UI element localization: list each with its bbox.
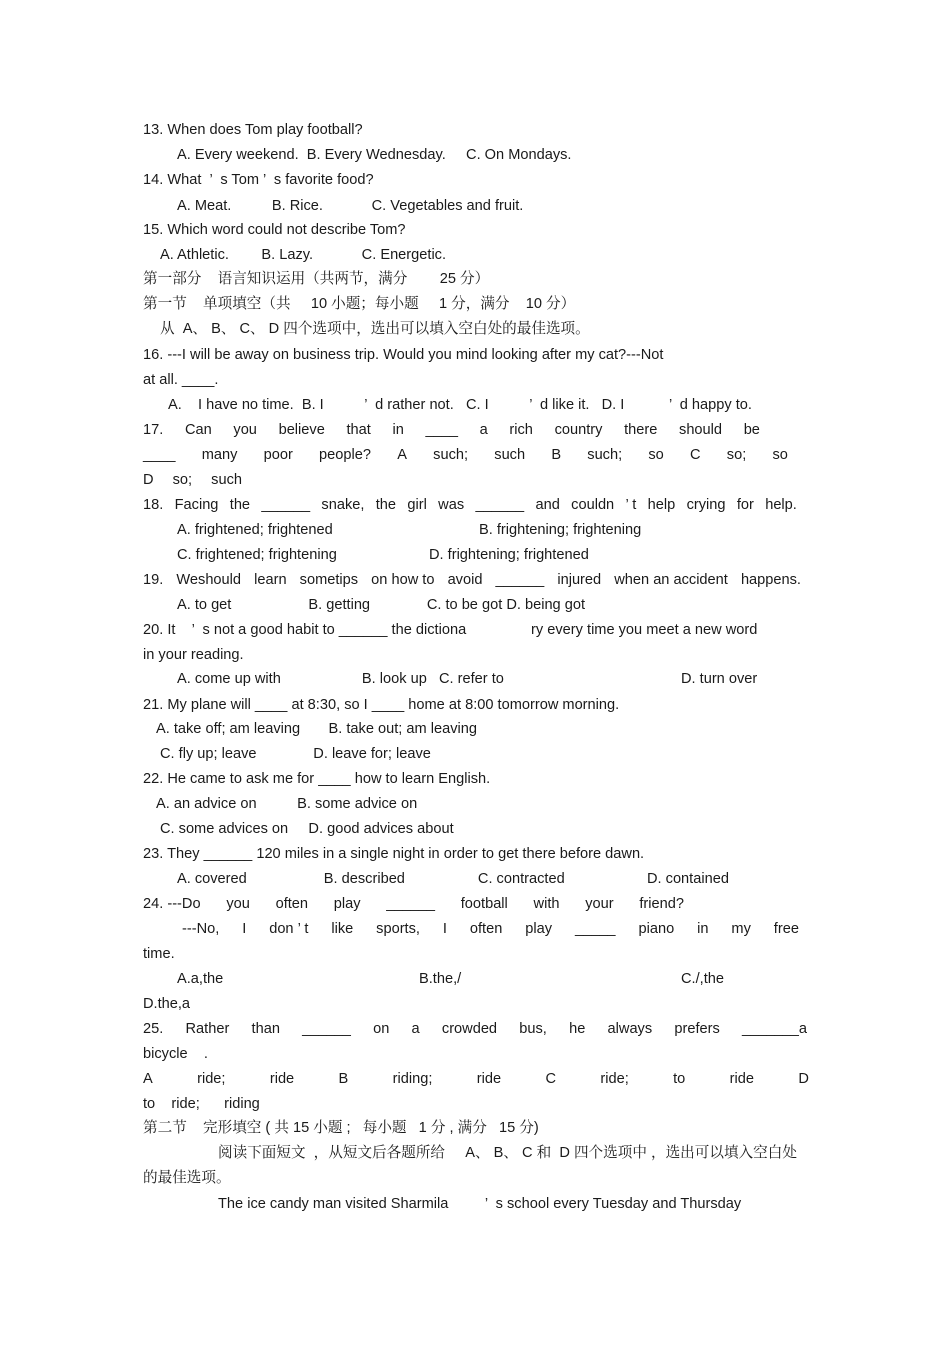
word: learn [254,572,287,588]
question-21-options-1: A. take off; am leaving B. take out; am leaving [156,721,477,737]
word: in [697,921,709,937]
question-24-line-1 [143,895,684,913]
section-1-title: 第一节 单项填空（共 10 小题；每小题 1 分，满分 10 分） [143,296,576,312]
word: so; [726,447,747,463]
word: people? [319,447,371,463]
question-25-options-2: to ride; riding [143,1096,260,1112]
word: riding; [392,1071,433,1087]
word: help [647,497,676,513]
word: the [229,497,251,513]
word: _______a [742,1021,807,1037]
word: be [743,422,760,438]
word: ride [729,1071,754,1087]
word: ____ [143,447,176,463]
word: a [411,1021,420,1037]
word: football [460,896,508,912]
word: than [251,1021,280,1037]
question-15-options: A. Athletic. B. Lazy. C. Energetic. [160,247,447,263]
word: believe [278,422,325,438]
question-13: 13. When does Tom play football? [143,122,363,138]
word: Facing [174,497,219,513]
word: in [392,422,404,438]
word: such; [433,447,469,463]
word: so; [172,472,193,488]
word: happens. [740,572,801,588]
word: such [494,447,526,463]
question-20-options: A. come up with B. look up C. refer to [177,671,504,687]
word: prefers [674,1021,720,1037]
word: couldn [571,497,615,513]
word: don ’ t [269,921,309,937]
word: ______ [386,896,435,912]
word: help. [765,497,797,513]
word: I [242,921,247,937]
word: ride; [600,1071,629,1087]
word: ______ [475,497,525,513]
word: on how to [371,572,435,588]
word: your [585,896,614,912]
word: such [211,472,242,488]
word: so [772,447,788,463]
word: that [346,422,371,438]
word: on [373,1021,390,1037]
question-23-options: A. covered B. described C. contracted [177,871,565,887]
word: ride [269,1071,295,1087]
question-24-line-2 [182,920,799,938]
word: when an accident [614,572,728,588]
word: should [679,422,723,438]
question-25-options-1 [143,1070,809,1088]
word: a [479,422,488,438]
word: B [551,447,562,463]
question-24-option-a: A.a,the [177,971,224,987]
word: 17. [143,422,164,438]
word: crying [686,497,726,513]
word: sports, [376,921,420,937]
word: piano [638,921,675,937]
word: ____ [425,422,458,438]
question-18 [143,496,797,514]
word: for [736,497,754,513]
word: B [338,1071,349,1087]
word: girl [407,497,427,513]
question-19-options: A. to get B. getting C. to be got D. being got [177,597,586,613]
question-18-option-b: B. frightening; frightening [479,522,642,538]
question-18-option-c: C. frightened; frightening [177,547,337,563]
word: always [607,1021,653,1037]
question-25-line-1 [143,1020,807,1038]
word: was [438,497,465,513]
word: C [545,1071,556,1087]
word: Can [184,422,212,438]
question-13-options: A. Every weekend. B. Every Wednesday. C. On Mondays. [177,147,572,163]
word: there [624,422,658,438]
word: Rather [185,1021,230,1037]
section-2-instructions-1: 阅读下面短文 ，从短文后各题所给 A、 B、 C 和 D 四个选项中 ，选出可以填入空白处 [218,1145,797,1161]
word: I [442,921,447,937]
word: D [143,472,154,488]
part-title: 第一部分 语言知识运用（共两节，满分 25 分） [143,271,490,287]
word: sometips [299,572,359,588]
question-23: 23. They ______ 120 miles in a single night in order to get there before dawn. [143,846,645,862]
question-24-option-d: D.the,a [143,996,191,1012]
word: often [469,921,503,937]
word: snake, [321,497,365,513]
question-22: 22. He came to ask me for ____ how to learn English. [143,771,491,787]
section-1-instructions: 从 A、 B、 C、 D 四个选项中，选出可以填入空白处的最佳选项。 [160,321,590,337]
word: 24. ---Do [143,896,201,912]
question-25-line-2: bicycle . [143,1046,208,1062]
question-22-options-2: C. some advices on D. good advices about [160,821,454,837]
word: often [275,896,309,912]
word: many [201,447,238,463]
word: with [533,896,560,912]
word: country [554,422,603,438]
question-20-line-2: in your reading. [143,647,244,663]
word: play [333,896,361,912]
question-18-option-d: D. frightening; frightened [429,547,589,563]
word: my [731,921,751,937]
word: you [233,422,257,438]
word: friend? [639,896,684,912]
question-15: 15. Which word could not describe Tom? [143,222,406,238]
word: to [673,1071,686,1087]
question-16-line-2: at all. ____. [143,372,219,388]
word: D [798,1071,809,1087]
question-17-line-3 [143,471,242,489]
word: C [690,447,701,463]
word: _____ [574,921,616,937]
word: A [143,1071,153,1087]
passage-line-1: The ice candy man visited Sharmila ’ s school every Tuesday and Thursday [218,1196,742,1212]
word: 19. [143,572,164,588]
question-21: 21. My plane will ____ at 8:30, so I ____ home at 8:00 tomorrow morning. [143,697,620,713]
word: A [397,447,407,463]
question-17-line-2 [143,446,788,464]
question-20-line-1: 20. It ’ s not a good habit to ______ the dictiona ry every time you meet a new word [143,622,758,638]
section-2-instructions-2: 的最佳选项。 [143,1170,231,1186]
question-23-option-d: D. contained [647,871,729,887]
word: ______ [302,1021,351,1037]
word: ’ t [625,497,637,513]
word: poor [263,447,293,463]
question-14-options: A. Meat. B. Rice. C. Vegetables and fruit. [177,198,524,214]
word: you [226,896,250,912]
word: ride [476,1071,502,1087]
word: so [648,447,664,463]
word: like [331,921,354,937]
word: rich [509,422,533,438]
word: ---No, [182,921,220,937]
question-24-option-b: B.the,/ [419,971,462,987]
question-18-option-a: A. frightened; frightened [177,522,333,538]
word: the [375,497,397,513]
word: play [525,921,553,937]
word: crowded [441,1021,498,1037]
question-17-line-1 [143,421,760,439]
word: ride; [197,1071,226,1087]
word: free [773,921,799,937]
word: and [535,497,560,513]
word: 25. [143,1021,164,1037]
question-16-line-1: 16. ---I will be away on business trip. Would you mind looking after my cat?---Not [143,347,664,363]
question-20-option-d: D. turn over [681,671,758,687]
question-22-options-1: A. an advice on B. some advice on [156,796,418,812]
word: such; [587,447,623,463]
word: ______ [261,497,311,513]
word: Weshould [176,572,242,588]
question-24-option-c: C./,the [681,971,724,987]
word: avoid [447,572,483,588]
word: ______ [495,572,545,588]
word: injured [557,572,602,588]
word: 18. [143,497,164,513]
question-19 [143,571,801,589]
question-24-line-3: time. [143,946,175,962]
question-21-options-2: C. fly up; leave D. leave for; leave [160,746,431,762]
word: he [569,1021,586,1037]
section-2-title: 第二节 完形填空 ( 共 15 小题 ; 每小题 1 分 , 满分 15 分) [143,1120,539,1136]
question-16-options: A. I have no time. B. I ’ d rather not. C. I ’ d like it. D. I ’ d happy to. [168,397,752,413]
question-14: 14. What ’ s Tom ’ s favorite food? [143,172,374,188]
word: bus, [519,1021,547,1037]
